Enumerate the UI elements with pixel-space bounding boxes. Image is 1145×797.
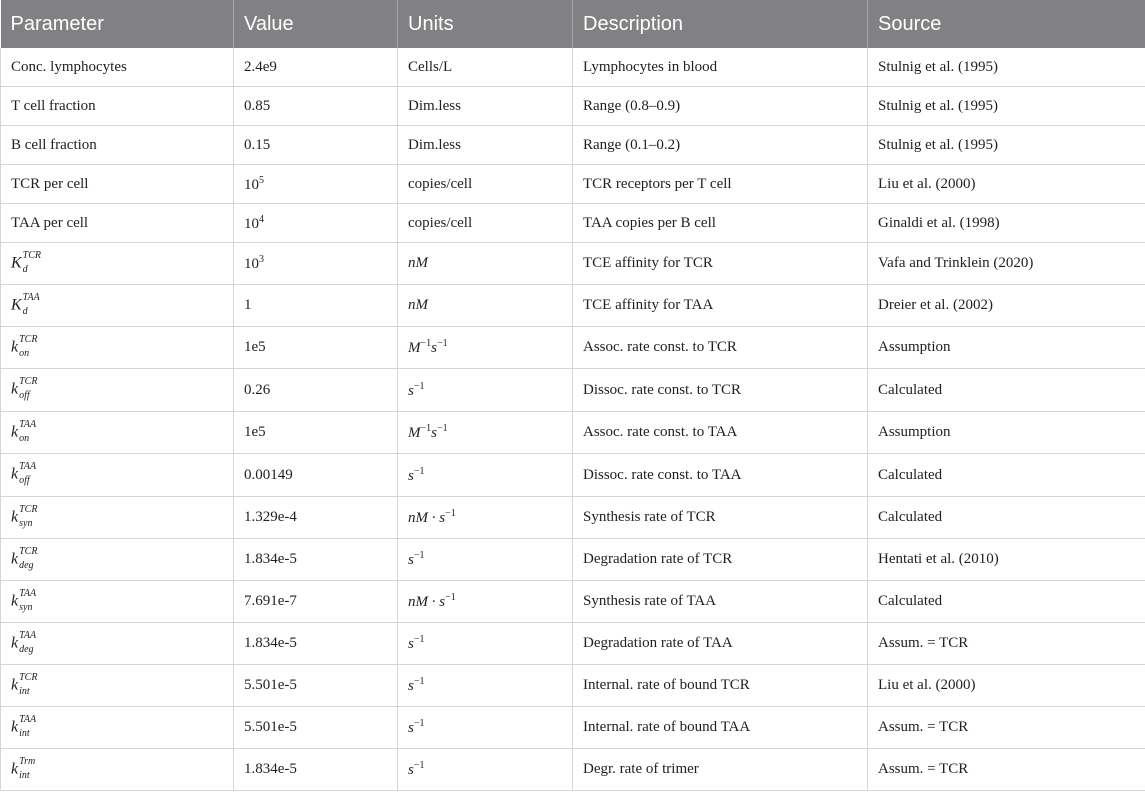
header-parameter: Parameter — [1, 0, 234, 48]
table-row — [1, 87, 1145, 126]
cell-source: Calculated — [868, 581, 1145, 623]
parameter-symbol — [11, 291, 40, 317]
table-row — [1, 412, 1145, 454]
parameter-symbol — [11, 503, 38, 529]
cell-units — [398, 623, 573, 665]
symbol-subscript: int — [19, 769, 30, 781]
cell-parameter — [1, 87, 234, 126]
symbol-subscript: int — [19, 727, 30, 739]
cell-value — [234, 243, 398, 285]
symbol-scripts — [19, 333, 38, 359]
table-row — [1, 126, 1145, 165]
header-row — [1, 0, 1145, 48]
value-text: 1e5 — [244, 339, 266, 355]
units-base-a: M — [408, 425, 421, 441]
value-exponent: 5 — [259, 174, 264, 186]
cell-description: Assoc. rate const. to TCR — [573, 327, 868, 369]
cell-units — [398, 412, 573, 454]
cell-parameter — [1, 497, 234, 539]
symbol-scripts — [19, 629, 37, 655]
symbol-scripts — [19, 545, 38, 571]
symbol-subscript: deg — [19, 559, 34, 571]
value-text: 0.26 — [244, 381, 271, 398]
cell-description: Degradation rate of TCR — [573, 539, 868, 581]
cell-parameter — [1, 412, 234, 454]
cell-units — [398, 126, 573, 165]
table-row — [1, 581, 1145, 623]
cell-source: Calculated — [868, 454, 1145, 497]
table-row — [1, 243, 1145, 285]
symbol-base: k — [11, 465, 19, 483]
parameter-name: B cell fraction — [11, 136, 97, 153]
cell-source: Assumption — [868, 327, 1145, 369]
cell-units — [398, 165, 573, 204]
cell-source: Stulnig et al. (1995) — [868, 87, 1145, 126]
symbol-scripts — [22, 291, 40, 317]
symbol-superscript: TCR — [19, 545, 38, 557]
table-row — [1, 497, 1145, 539]
parameter-symbol — [11, 249, 42, 275]
cell-units — [398, 48, 573, 87]
table-row — [1, 454, 1145, 497]
cell-units — [398, 497, 573, 539]
cell-source: Liu et al. (2000) — [868, 165, 1145, 204]
symbol-superscript: TAA — [19, 713, 37, 725]
units-base-a: s — [408, 678, 414, 694]
symbol-base: k — [11, 718, 19, 736]
symbol-superscript: TCR — [19, 376, 38, 387]
table-row — [1, 285, 1145, 327]
cell-value — [234, 87, 398, 126]
cell-units — [398, 539, 573, 581]
parameter-symbol — [11, 671, 38, 697]
cell-source: Assum. = TCR — [868, 749, 1145, 791]
units-exp-a: −1 — [413, 634, 425, 645]
symbol-scripts — [19, 755, 36, 781]
parameter-symbol — [11, 755, 36, 781]
symbol-scripts — [22, 249, 42, 275]
cell-source: Calculated — [868, 497, 1145, 539]
parameter-name: T cell fraction — [11, 97, 96, 114]
symbol-base: k — [11, 380, 19, 398]
value-exponent: 4 — [259, 213, 264, 225]
units-exp-a: −1 — [413, 380, 425, 392]
cell-value — [234, 497, 398, 539]
symbol-scripts — [19, 587, 37, 613]
symbol-base: k — [11, 676, 19, 694]
units-base-a: s — [439, 510, 446, 526]
cell-value — [234, 48, 398, 87]
value-text: 7.691e-7 — [244, 593, 297, 609]
symbol-subscript: syn — [19, 601, 33, 613]
parameter-symbol — [11, 333, 38, 359]
table-row — [1, 48, 1145, 87]
parameter-symbol — [11, 587, 37, 613]
value-text: 2.4e9 — [244, 58, 277, 75]
symbol-subscript: on — [19, 347, 30, 359]
units-exp-a: −1 — [420, 338, 432, 349]
cell-parameter — [1, 369, 234, 412]
value-text: 1.834e-5 — [244, 761, 297, 777]
symbol-subscript: int — [19, 685, 30, 697]
cell-source: Stulnig et al. (1995) — [868, 48, 1145, 87]
cell-value — [234, 369, 398, 412]
symbol-superscript: TCR — [19, 333, 38, 345]
cell-value — [234, 285, 398, 327]
cell-units — [398, 665, 573, 707]
symbol-subscript: off — [19, 390, 30, 401]
cell-value — [234, 623, 398, 665]
symbol-superscript: Trm — [19, 755, 36, 767]
symbol-subscript: d — [22, 263, 28, 275]
cell-source: Hentati et al. (2010) — [868, 539, 1145, 581]
symbol-scripts — [19, 713, 37, 739]
value-text: 5.501e-5 — [244, 677, 297, 693]
units-base-a: s — [408, 552, 414, 568]
cell-parameter — [1, 165, 234, 204]
symbol-base: k — [11, 508, 19, 526]
value-text: 5.501e-5 — [244, 719, 297, 735]
symbol-base: k — [11, 634, 19, 652]
cell-parameter — [1, 665, 234, 707]
cell-description: Synthesis rate of TCR — [573, 497, 868, 539]
cell-source: Assumption — [868, 412, 1145, 454]
table-row — [1, 165, 1145, 204]
cell-units — [398, 243, 573, 285]
cell-parameter — [1, 623, 234, 665]
cell-parameter — [1, 539, 234, 581]
units-base-b: s — [431, 425, 437, 441]
units-exp-a: −1 — [445, 508, 456, 519]
units-text: copies/cell — [408, 214, 473, 231]
units-base-a: M — [408, 340, 421, 356]
cell-description: Dissoc. rate const. to TCR — [573, 369, 868, 412]
cell-parameter — [1, 581, 234, 623]
cell-description: Degradation rate of TAA — [573, 623, 868, 665]
symbol-superscript: TAA — [19, 587, 37, 599]
symbol-superscript: TAA — [19, 629, 37, 641]
cell-units — [398, 454, 573, 497]
cell-source: Liu et al. (2000) — [868, 665, 1145, 707]
value-text: 1.834e-5 — [244, 635, 297, 651]
header-value: Value — [234, 0, 398, 48]
table-row — [1, 539, 1145, 581]
symbol-base: k — [11, 338, 19, 356]
table-row — [1, 623, 1145, 665]
symbol-superscript: TAA — [19, 461, 37, 472]
cell-units — [398, 581, 573, 623]
cell-value — [234, 539, 398, 581]
cell-parameter — [1, 285, 234, 327]
cell-value — [234, 126, 398, 165]
cell-description: Range (0.8–0.9) — [573, 87, 868, 126]
table-row — [1, 369, 1145, 412]
parameter-symbol — [11, 418, 37, 444]
symbol-base: k — [11, 423, 19, 441]
units-exp-b: −1 — [436, 338, 448, 349]
cell-units — [398, 285, 573, 327]
cell-description: Dissoc. rate const. to TAA — [573, 454, 868, 497]
symbol-scripts — [19, 503, 38, 529]
symbol-scripts — [19, 461, 37, 486]
units-exp-a: −1 — [413, 760, 425, 771]
parameter-symbol — [11, 376, 38, 401]
units-base-a: s — [408, 467, 414, 484]
cell-description: TCE affinity for TAA — [573, 285, 868, 327]
cell-source: Calculated — [868, 369, 1145, 412]
header-source: Source — [868, 0, 1145, 48]
cell-value — [234, 165, 398, 204]
symbol-subscript: d — [22, 305, 28, 317]
cell-value — [234, 454, 398, 497]
parameter-symbol — [11, 461, 37, 486]
cell-parameter — [1, 327, 234, 369]
cell-parameter — [1, 707, 234, 749]
cell-source: Ginaldi et al. (1998) — [868, 204, 1145, 243]
units-exp-a: −1 — [413, 718, 425, 729]
symbol-scripts — [19, 671, 38, 697]
cell-source: Assum. = TCR — [868, 623, 1145, 665]
cell-parameter — [1, 204, 234, 243]
symbol-scripts — [19, 418, 37, 444]
symbol-superscript: TCR — [19, 671, 38, 683]
table-row — [1, 749, 1145, 791]
units-base-a: s — [439, 594, 446, 610]
cell-description: Synthesis rate of TAA — [573, 581, 868, 623]
symbol-base: K — [11, 296, 22, 314]
cell-units — [398, 749, 573, 791]
symbol-superscript: TCR — [22, 249, 42, 261]
symbol-base: k — [11, 592, 19, 610]
symbol-base: k — [11, 760, 19, 778]
units-text: copies/cell — [408, 175, 473, 192]
symbol-superscript: TAA — [19, 418, 37, 430]
cell-value — [234, 707, 398, 749]
cell-description: Lymphocytes in blood — [573, 48, 868, 87]
units-exp-a: −1 — [445, 592, 456, 603]
units-text: nM — [408, 297, 428, 313]
cell-description: Internal. rate of bound TAA — [573, 707, 868, 749]
parameter-name: TAA per cell — [11, 214, 89, 231]
units-base-a: s — [408, 636, 414, 652]
units-base-a: s — [408, 720, 414, 736]
value-text: 0.15 — [244, 136, 271, 153]
units-exp-b: −1 — [436, 423, 448, 434]
value-text: 1.834e-5 — [244, 551, 297, 567]
cell-units — [398, 204, 573, 243]
cell-parameter — [1, 48, 234, 87]
header-units: Units — [398, 0, 573, 48]
units-exp-a: −1 — [420, 423, 432, 434]
units-prefix: nM · — [408, 594, 440, 610]
cell-parameter — [1, 454, 234, 497]
header-description: Description — [573, 0, 868, 48]
cell-units — [398, 707, 573, 749]
symbol-subscript: off — [19, 475, 30, 486]
table-row — [1, 204, 1145, 243]
symbol-superscript: TCR — [19, 503, 38, 515]
symbol-superscript: TAA — [22, 291, 40, 303]
cell-parameter — [1, 243, 234, 285]
cell-value — [234, 204, 398, 243]
symbol-base: K — [11, 254, 22, 272]
parameter-symbol — [11, 629, 37, 655]
cell-description: TCE affinity for TCR — [573, 243, 868, 285]
cell-value — [234, 327, 398, 369]
units-text: nM — [408, 255, 428, 271]
value-text: 1.329e-4 — [244, 509, 297, 525]
cell-source: Stulnig et al. (1995) — [868, 126, 1145, 165]
value-text: 1 — [244, 297, 252, 313]
cell-description: Internal. rate of bound TCR — [573, 665, 868, 707]
cell-description: TCR receptors per T cell — [573, 165, 868, 204]
cell-value — [234, 665, 398, 707]
table-row — [1, 665, 1145, 707]
cell-source: Assum. = TCR — [868, 707, 1145, 749]
value-text: 0.85 — [244, 97, 271, 114]
parameter-name: Conc. lymphocytes — [11, 58, 127, 75]
cell-description: Assoc. rate const. to TAA — [573, 412, 868, 454]
units-exp-a: −1 — [413, 550, 425, 561]
symbol-base: k — [11, 550, 19, 568]
symbol-scripts — [19, 376, 38, 401]
cell-value — [234, 749, 398, 791]
cell-parameter — [1, 749, 234, 791]
cell-description: TAA copies per B cell — [573, 204, 868, 243]
table-row — [1, 707, 1145, 749]
cell-source: Dreier et al. (2002) — [868, 285, 1145, 327]
cell-parameter — [1, 126, 234, 165]
units-exp-a: −1 — [413, 676, 425, 687]
cell-description: Range (0.1–0.2) — [573, 126, 868, 165]
units-prefix: nM · — [408, 510, 440, 526]
value-base: 10 — [244, 215, 259, 232]
parameter-symbol — [11, 545, 38, 571]
units-base-a: s — [408, 382, 414, 399]
symbol-subscript: deg — [19, 643, 34, 655]
value-base: 10 — [244, 256, 259, 272]
units-base-b: s — [431, 340, 437, 356]
parameter-symbol — [11, 713, 37, 739]
value-base: 10 — [244, 176, 259, 193]
units-base-a: s — [408, 762, 414, 778]
units-text: Dim.less — [408, 136, 461, 153]
symbol-subscript: on — [19, 432, 30, 444]
value-text: 1e5 — [244, 424, 266, 440]
cell-units — [398, 327, 573, 369]
parameter-name: TCR per cell — [11, 175, 89, 192]
cell-source: Vafa and Trinklein (2020) — [868, 243, 1145, 285]
units-text: Cells/L — [408, 58, 453, 75]
cell-units — [398, 369, 573, 412]
cell-description: Degr. rate of trimer — [573, 749, 868, 791]
symbol-subscript: syn — [19, 517, 33, 529]
cell-value — [234, 581, 398, 623]
cell-units — [398, 87, 573, 126]
value-text: 0.00149 — [244, 466, 293, 483]
cell-value — [234, 412, 398, 454]
value-exponent: 3 — [259, 254, 264, 265]
units-text: Dim.less — [408, 97, 461, 114]
units-exp-a: −1 — [413, 465, 425, 477]
table-row — [1, 327, 1145, 369]
